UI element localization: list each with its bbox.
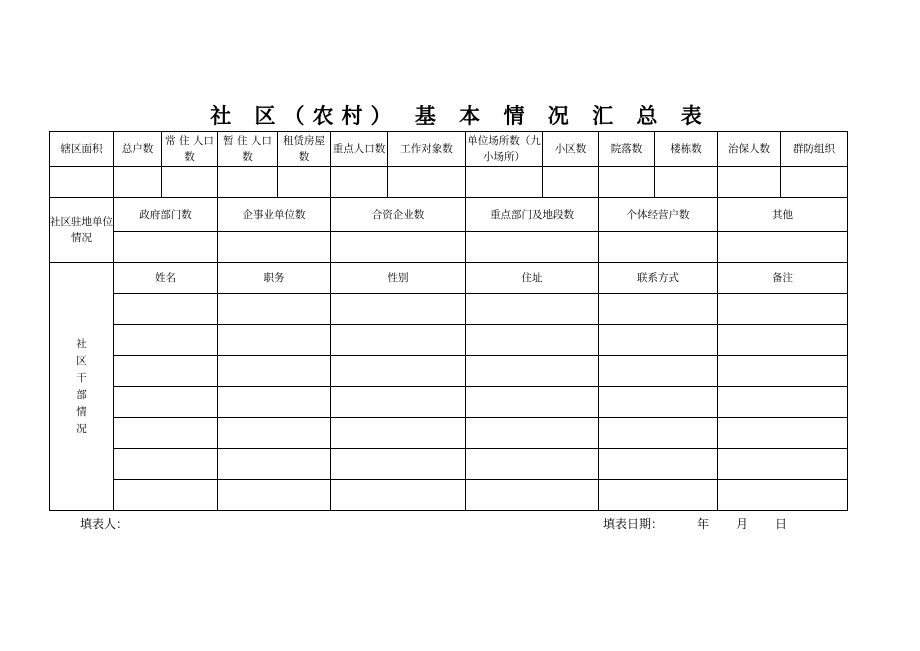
cadre-remarks-cell[interactable] bbox=[718, 418, 848, 449]
summary-form bbox=[49, 131, 847, 513]
cadres-contact-header: 联系方式 bbox=[599, 263, 718, 294]
fill-date-year: 年 bbox=[697, 517, 710, 531]
units-other-header: 其他 bbox=[718, 198, 848, 232]
units-key-places-cell[interactable] bbox=[466, 232, 599, 263]
fill-date-month: 月 bbox=[736, 517, 749, 531]
header-sub-districts: 小区数 bbox=[543, 132, 599, 167]
cadre-remarks-cell[interactable] bbox=[718, 325, 848, 356]
cadre-name-cell[interactable] bbox=[114, 325, 218, 356]
cadre-contact-cell[interactable] bbox=[599, 387, 718, 418]
cadre-gender-cell[interactable] bbox=[331, 480, 466, 511]
header-households: 总户数 bbox=[114, 132, 162, 167]
form-title: 社 区（农村） 基 本 情 况 汇 总 表 bbox=[210, 104, 710, 128]
cadres-position-header: 职务 bbox=[218, 263, 331, 294]
units-input-row bbox=[50, 232, 848, 263]
fill-date-day: 日 bbox=[775, 517, 788, 531]
cadre-position-cell[interactable] bbox=[218, 325, 331, 356]
header-key-pop: 重点人口数 bbox=[331, 132, 388, 167]
fill-date-label: 填表日期： bbox=[603, 517, 664, 531]
buildings-cell[interactable] bbox=[655, 167, 718, 198]
units-gov-cell[interactable] bbox=[114, 232, 218, 263]
units-individual-cell[interactable] bbox=[599, 232, 718, 263]
cadre-remarks-cell[interactable] bbox=[718, 356, 848, 387]
cadre-position-cell[interactable] bbox=[218, 449, 331, 480]
rentals-cell[interactable] bbox=[278, 167, 331, 198]
cadre-address-cell[interactable] bbox=[466, 325, 599, 356]
cadre-contact-cell[interactable] bbox=[599, 480, 718, 511]
cadre-row bbox=[50, 449, 848, 480]
cadre-position-cell[interactable] bbox=[218, 480, 331, 511]
cadre-address-cell[interactable] bbox=[466, 480, 599, 511]
cadre-position-cell[interactable] bbox=[218, 387, 331, 418]
units-header-row bbox=[50, 198, 848, 232]
units-joint-ventures-header: 合资企业数 bbox=[331, 198, 466, 232]
cadre-row bbox=[50, 325, 848, 356]
units-enterprises-header: 企事业单位数 bbox=[218, 198, 331, 232]
header-security-staff: 治保人数 bbox=[718, 132, 781, 167]
header-courtyards: 院落数 bbox=[599, 132, 655, 167]
header-rentals: 租赁房屋数 bbox=[278, 132, 331, 167]
cadres-section-label bbox=[50, 263, 114, 511]
temp-pop-cell[interactable] bbox=[218, 167, 278, 198]
units-key-places-header: 重点部门及地段数 bbox=[466, 198, 599, 232]
cadre-name-cell[interactable] bbox=[114, 294, 218, 325]
cadre-gender-cell[interactable] bbox=[331, 449, 466, 480]
header-venues: 单位场所数（九小场所） bbox=[466, 132, 543, 167]
cadre-address-cell[interactable] bbox=[466, 294, 599, 325]
work-targets-cell[interactable] bbox=[388, 167, 466, 198]
header-area: 辖区面积 bbox=[50, 132, 114, 167]
cadre-contact-cell[interactable] bbox=[599, 449, 718, 480]
cadre-row bbox=[50, 418, 848, 449]
cadre-row bbox=[50, 294, 848, 325]
cadres-address-header: 住址 bbox=[466, 263, 599, 294]
cadre-name-cell[interactable] bbox=[114, 356, 218, 387]
header-row bbox=[50, 132, 848, 167]
households-cell[interactable] bbox=[114, 167, 162, 198]
cadre-name-cell[interactable] bbox=[114, 387, 218, 418]
security-staff-cell[interactable] bbox=[718, 167, 781, 198]
cadres-header-row bbox=[50, 263, 848, 294]
cadres-name-header: 姓名 bbox=[114, 263, 218, 294]
fill-date bbox=[603, 515, 787, 532]
cadre-row bbox=[50, 480, 848, 511]
resident-pop-cell[interactable] bbox=[162, 167, 218, 198]
area-cell[interactable] bbox=[50, 167, 114, 198]
defense-org-cell[interactable] bbox=[781, 167, 848, 198]
units-gov-header: 政府部门数 bbox=[114, 198, 218, 232]
key-pop-cell[interactable] bbox=[331, 167, 388, 198]
cadre-contact-cell[interactable] bbox=[599, 294, 718, 325]
cadres-remarks-header: 备注 bbox=[718, 263, 848, 294]
header-work-targets: 工作对象数 bbox=[388, 132, 466, 167]
cadre-address-cell[interactable] bbox=[466, 418, 599, 449]
cadre-remarks-cell[interactable] bbox=[718, 387, 848, 418]
cadre-name-cell[interactable] bbox=[114, 480, 218, 511]
cadre-contact-cell[interactable] bbox=[599, 418, 718, 449]
units-other-cell[interactable] bbox=[718, 232, 848, 263]
cadre-gender-cell[interactable] bbox=[331, 387, 466, 418]
cadre-gender-cell[interactable] bbox=[331, 418, 466, 449]
cadre-address-cell[interactable] bbox=[466, 356, 599, 387]
header-buildings: 楼栋数 bbox=[655, 132, 718, 167]
courtyards-cell[interactable] bbox=[599, 167, 655, 198]
cadre-name-cell[interactable] bbox=[114, 449, 218, 480]
cadre-address-cell[interactable] bbox=[466, 449, 599, 480]
cadres-gender-header: 性别 bbox=[331, 263, 466, 294]
summary-table bbox=[49, 131, 848, 511]
sub-districts-cell[interactable] bbox=[543, 167, 599, 198]
units-section-label: 社区驻地单位情况 bbox=[50, 198, 114, 263]
cadre-row bbox=[50, 356, 848, 387]
cadre-gender-cell[interactable] bbox=[331, 356, 466, 387]
cadre-name-cell[interactable] bbox=[114, 418, 218, 449]
cadre-position-cell[interactable] bbox=[218, 418, 331, 449]
cadre-contact-cell[interactable] bbox=[599, 356, 718, 387]
cadres-section-label-text: 社区干部情况 bbox=[76, 337, 87, 435]
units-enterprises-cell[interactable] bbox=[218, 232, 331, 263]
cadre-remarks-cell[interactable] bbox=[718, 294, 848, 325]
units-joint-ventures-cell[interactable] bbox=[331, 232, 466, 263]
cadre-gender-cell[interactable] bbox=[331, 294, 466, 325]
cadre-contact-cell[interactable] bbox=[599, 325, 718, 356]
cadre-remarks-cell[interactable] bbox=[718, 449, 848, 480]
cadre-remarks-cell[interactable] bbox=[718, 480, 848, 511]
header-resident-pop: 常 住 人口数 bbox=[162, 132, 218, 167]
cadre-row bbox=[50, 387, 848, 418]
cadre-position-cell[interactable] bbox=[218, 356, 331, 387]
cadre-position-cell[interactable] bbox=[218, 294, 331, 325]
cadre-address-cell[interactable] bbox=[466, 387, 599, 418]
header-defense-org: 群防组织 bbox=[781, 132, 848, 167]
filler-label: 填表人： bbox=[80, 517, 129, 531]
stats-input-row bbox=[50, 167, 848, 198]
units-individual-header: 个体经营户数 bbox=[599, 198, 718, 232]
venues-cell[interactable] bbox=[466, 167, 543, 198]
header-temp-pop: 暂 住 人口数 bbox=[218, 132, 278, 167]
cadre-gender-cell[interactable] bbox=[331, 325, 466, 356]
